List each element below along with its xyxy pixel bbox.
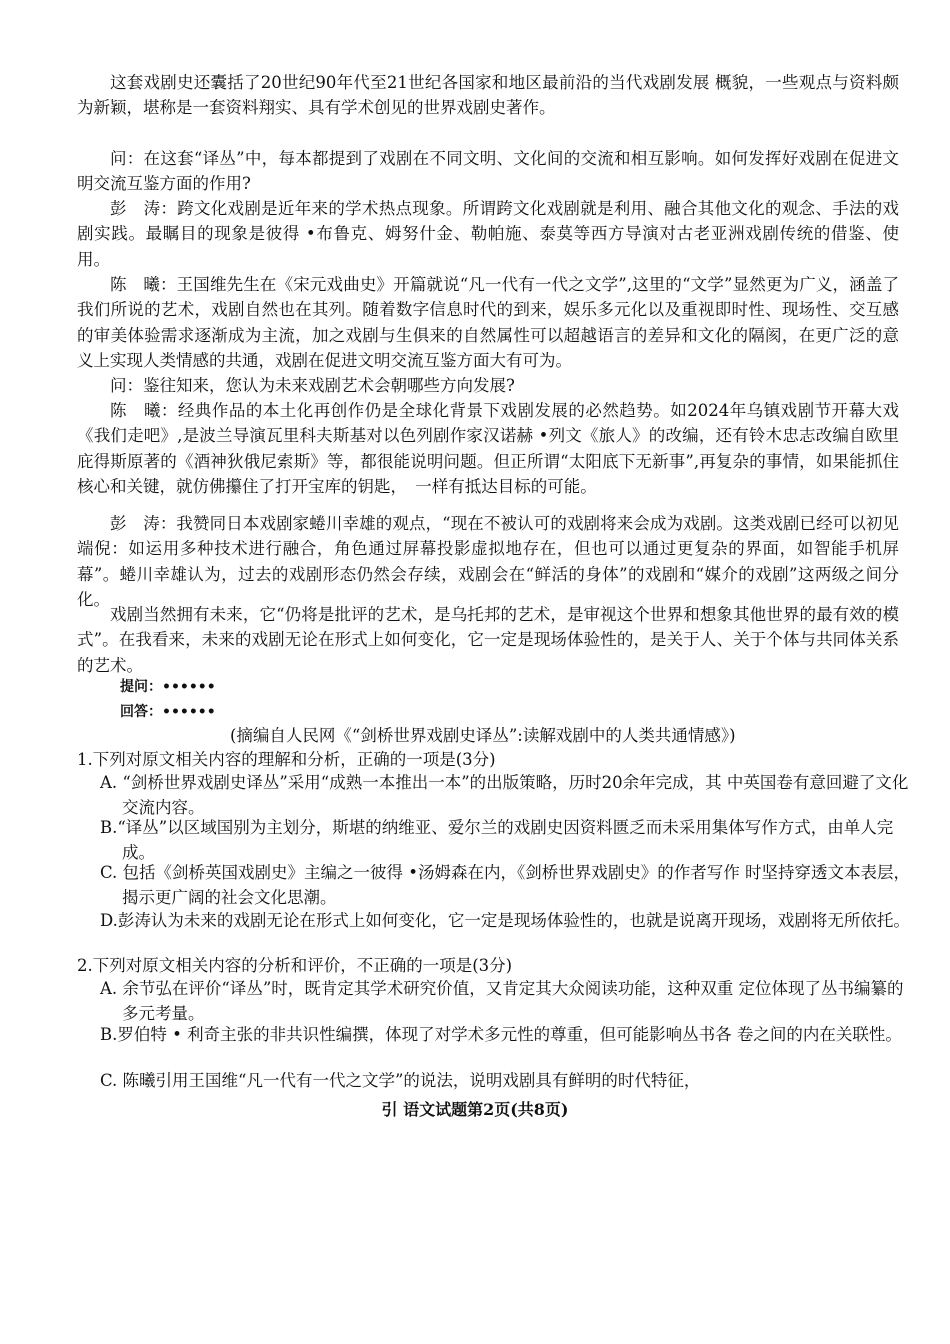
paragraph-chen-xi-2: 陈 曦：经典作品的本土化再创作仍是全球化背景下戏剧发展的必然趋势。如2024年乌镇戏剧节开幕大戏《我们走吧》,是波兰导演瓦里科夫斯基对以色列剧作家汉诺赫 •列文《旅人》的改编，还有铃木忠志改编自欧里庇得斯原著的《酒神狄俄尼索斯》等，都很能说明问题。但正所谓“太阳底下无新事”,再复杂的事情，如果能抓住核心和关键，就仿佛攥住了打开宝库的钥匙， 一样有抵达目标的可能。 bbox=[77, 401, 899, 497]
question-1-option-d: D.彭涛认为未来的戏剧无论在形式上如何变化，它一定是现场体验性的，也就是说离开现场，戏剧将无所依托。 bbox=[100, 911, 910, 930]
question-1-option-c: C. 包括《剑桥英国戏剧史》主编之一彼得 •汤姆森在内，《剑桥世界戏剧史》的作者写作 时坚持穿透文本表层，揭示更广阔的社会文化思潮。 bbox=[100, 863, 910, 908]
question-2-option-b: B.罗伯特 • 利奇主张的非共识性编撰，体现了对学术多元性的尊重，但可能影响丛书各 卷之间的内在关联性。 bbox=[100, 1025, 902, 1044]
question-2-option-a: A. 余节弘在评价“译丛”时，既肯定其学术研究价值，又肯定其大众阅读功能，这种双重 定位体现了丛书编纂的多元考量。 bbox=[100, 979, 904, 1024]
paragraph-question-2: 问：鉴往知来，您认为未来戏剧艺术会朝哪些方向发展? bbox=[110, 376, 515, 395]
meta-answer: 回答：•••••• bbox=[120, 704, 216, 720]
meta-ask: 提问：•••••• bbox=[120, 679, 216, 695]
paragraph-chen-xi-1: 陈 曦：王国维先生在《宋元戏曲史》开篇就说“凡一代有一代之文学”,这里的“文学”显然更为广义，涵盖了我们所说的艺术，戏剧自然也在其列。随着数字信息时代的到来，娱乐多元化以及重视即时性、现场性、交互感的审美体验需求逐渐成为主流，加之戏剧与生俱来的自然属性可以超越语言的差异和文化的隔阂，在更广泛的意义上实现人类情感的共通，戏剧在促进文明交流互鉴方面大有可为。 bbox=[77, 275, 899, 371]
question-1-option-b: B.“译丛”以区域国别为主划分，斯堪的纳维亚、爱尔兰的戏剧史因资料匮乏而未采用集体写作方式，由单人完成。 bbox=[100, 818, 894, 863]
question-1-stem: 1.下列对原文相关内容的理解和分析，正确的一项是(3分) bbox=[77, 750, 496, 769]
source-citation: (摘编自人民网《“剑桥世界戏剧史译丛”:读解戏剧中的人类共通情感》) bbox=[230, 726, 736, 745]
paragraph-intro: 这套戏剧史还囊括了20世纪90年代至21世纪各国家和地区最前沿的当代戏剧发展 概貌，一些观点与资料颇为新颖，堪称是一套资料翔实、具有学术创见的世界戏剧史著作。 bbox=[77, 73, 899, 118]
question-2-option-c: C. 陈曦引用王国维“凡一代有一代之文学”的说法，说明戏剧具有鲜明的时代特征， bbox=[100, 1071, 701, 1090]
question-2-stem: 2.下列对原文相关内容的分析和评价，不正确的一项是(3分) bbox=[77, 956, 513, 975]
paragraph-peng-tao-3: 戏剧当然拥有未来，它“仍将是批评的艺术，是乌托邦的艺术，是审视这个世界和想象其他世界的最有效的模式”。在我看来，未来的戏剧无论在形式上如何变化，它一定是现场体验性的，是关于人、关于个体与共同体关系的艺术。 bbox=[77, 605, 899, 675]
question-1-option-a: A. “剑桥世界戏剧史译丛”采用“成熟一本推出一本”的出版策略，历时20余年完成，其 中英国卷有意回避了文化交流内容。 bbox=[100, 773, 909, 818]
page-footer: 引 语文试题第2页(共8页) bbox=[381, 1100, 569, 1119]
paragraph-peng-tao-2: 彭 涛：我赞同日本戏剧家蜷川幸雄的观点，“现在不被认可的戏剧将来会成为戏剧。这类戏剧已经可以初见端倪：如运用多种技术进行融合，角色通过屏幕投影虚拟地存在，但也可以通过更复杂的界面，如智能手机屏幕”。蜷川幸雄认为，过去的戏剧形态仍然会存续，戏剧会在“鲜活的身体”的戏剧和“媒介的戏剧”这两级之间分化。 bbox=[77, 514, 899, 610]
paragraph-peng-tao-1: 彭 涛：跨文化戏剧是近年来的学术热点现象。所谓跨文化戏剧就是利用、融合其他文化的观念、手法的戏剧实践。最瞩目的现象是彼得 •布鲁克、姆努什金、勒帕施、泰莫等西方导演对古老亚洲戏剧传统的借鉴、使用。 bbox=[77, 199, 899, 269]
paragraph-question-1: 问：在这套“译丛”中，每本都提到了戏剧在不同文明、文化间的交流和相互影响。如何发挥好戏剧在促进文明交流互鉴方面的作用? bbox=[77, 149, 899, 194]
